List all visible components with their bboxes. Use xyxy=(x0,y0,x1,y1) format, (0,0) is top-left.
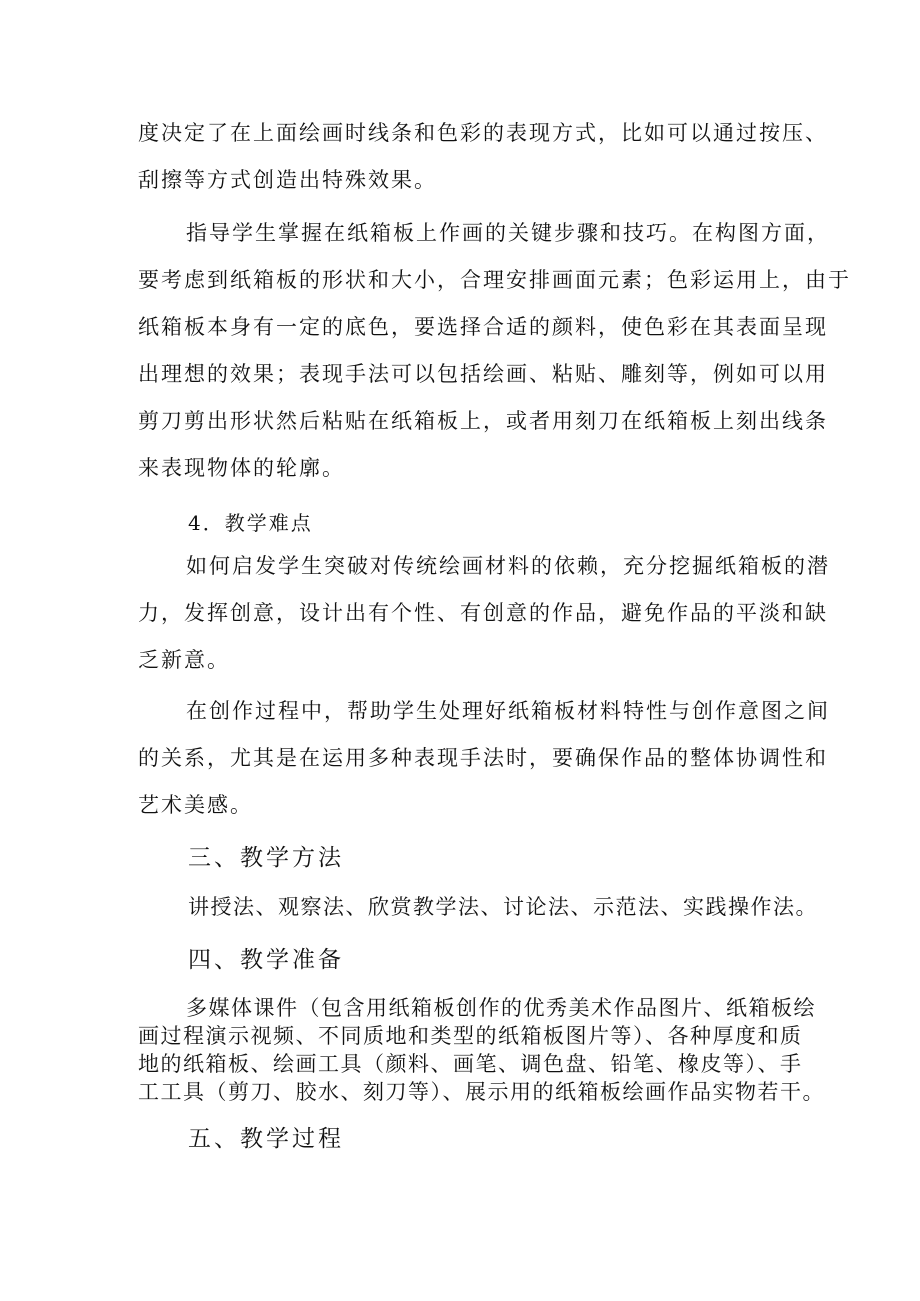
paragraph-difficulty-2 xyxy=(138,688,830,829)
text-line: 力，发挥创意，设计出有个性、有创意的作品，避免作品的平淡和缺 xyxy=(138,601,828,625)
text-line: 画过程演示视频、不同质地和类型的纸箱板图片等）、各种厚度和质 xyxy=(138,1024,803,1048)
heading-teaching-preparation: 四、教学准备 xyxy=(188,947,344,973)
text-line: 度决定了在上面绘画时线条和色彩的表现方式，比如可以通过按压、 xyxy=(138,121,828,145)
text-line: 剪刀剪出形状然后粘贴在纸箱板上，或者用刻刀在纸箱板上刻出线条 xyxy=(138,409,828,433)
text-line: 如何启发学生突破对传统绘画材料的依赖，充分挖掘纸箱板的潜 xyxy=(186,554,830,578)
text-line: 多媒体课件（包含用纸箱板创作的优秀美术作品图片、纸箱板绘 xyxy=(186,996,816,1020)
text-line: 艺术美感。 xyxy=(138,793,253,817)
text-line: 地的纸箱板、绘画工具（颜料、画笔、调色盘、铅笔、橡皮等）、手 xyxy=(138,1052,803,1076)
heading-teaching-process: 五、教学过程 xyxy=(188,1126,344,1152)
paragraph-preparation xyxy=(138,994,825,1106)
text-line: 工工具（剪刀、胶水、刻刀等）、展示用的纸箱板绘画作品实物若干。 xyxy=(138,1080,825,1104)
paragraph-material-texture xyxy=(138,110,828,204)
text-line: 在创作过程中，帮助学生处理好纸箱板材料特性与创作意图之间 xyxy=(186,699,830,723)
text-line: 出理想的效果；表现手法可以包括绘画、粘贴、雕刻等，例如可以用 xyxy=(138,362,828,386)
text-line: 指导学生掌握在纸箱板上作画的关键步骤和技巧。在构图方面， xyxy=(186,221,830,245)
text-line: 乏新意。 xyxy=(138,648,230,672)
methods-text: 讲授法、观察法、欣赏教学法、讨论法、示范法、实践操作法。 xyxy=(188,895,818,919)
text-line: 的关系，尤其是在运用多种表现手法时，要确保作品的整体协调性和 xyxy=(138,746,828,770)
paragraph-key-steps xyxy=(138,210,851,492)
heading-teaching-difficulty: 4．教学难点 xyxy=(188,511,313,535)
text-line: 纸箱板本身有一定的底色，要选择合适的颜料，使色彩在其表面呈现 xyxy=(138,315,828,339)
paragraph-difficulty-1 xyxy=(138,543,830,684)
text-line: 刮擦等方式创造出特殊效果。 xyxy=(138,168,437,192)
text-line: 来表现物体的轮廓。 xyxy=(138,456,345,480)
heading-teaching-methods: 三、教学方法 xyxy=(188,845,344,871)
text-line: 要考虑到纸箱板的形状和大小，合理安排画面元素；色彩运用上，由于 xyxy=(138,268,851,292)
